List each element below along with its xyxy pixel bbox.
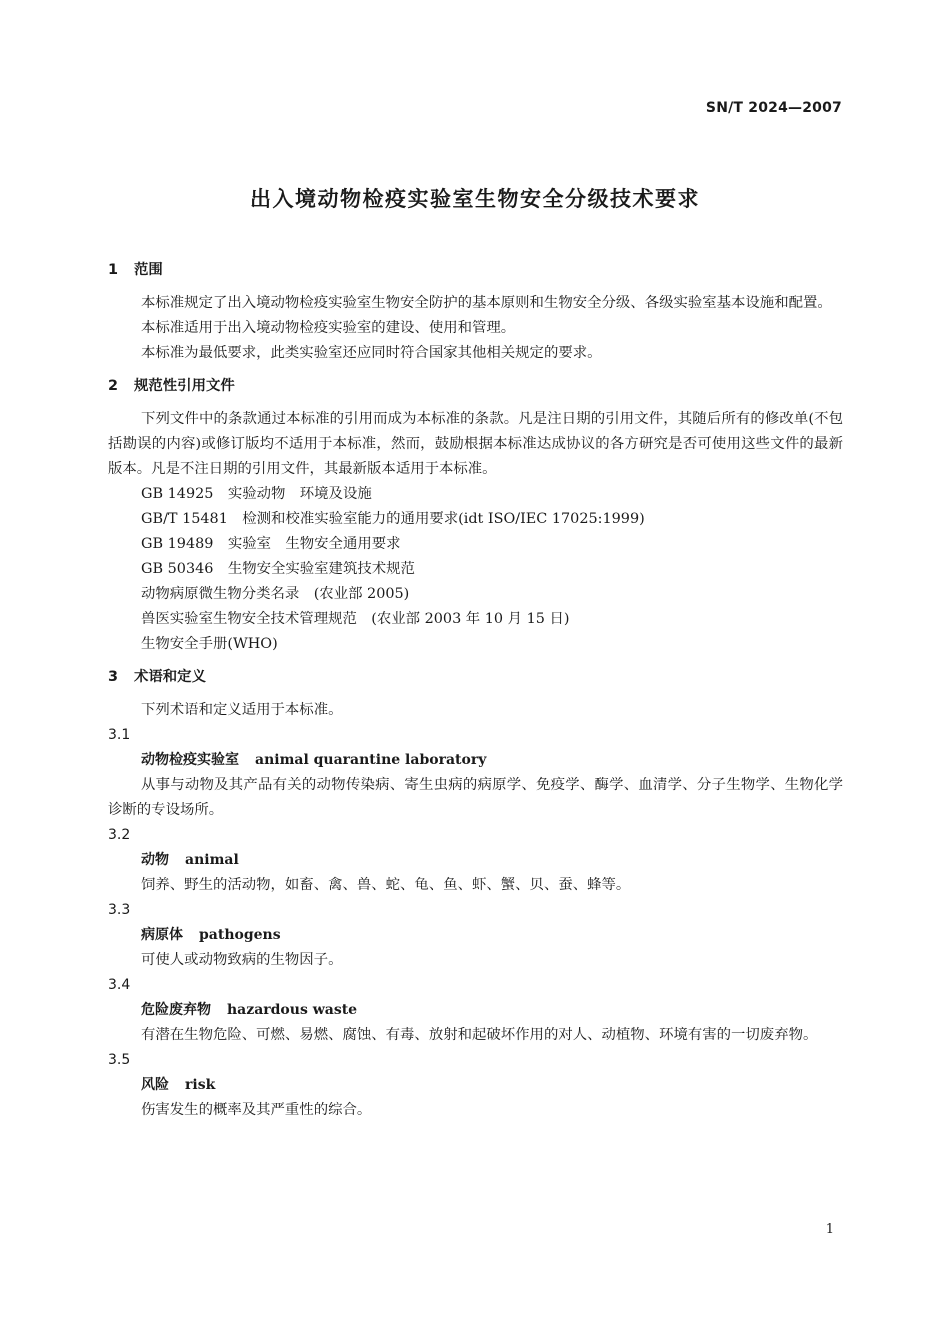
section-2-heading <box>108 374 843 399</box>
term-en: risk <box>185 1077 216 1093</box>
term-en: pathogens <box>199 927 281 943</box>
term-number: 3.1 <box>108 727 131 743</box>
document-title: 出入境动物检疫实验室生物安全分级技术要求 <box>250 187 700 211</box>
term-heading <box>108 1073 843 1098</box>
term-heading <box>108 998 843 1023</box>
paragraph: 下列术语和定义适用于本标准。 <box>141 702 343 718</box>
term-heading <box>108 848 843 873</box>
term-number: 3.3 <box>108 902 131 918</box>
section-title: 规范性引用文件 <box>134 378 235 394</box>
section-number: 1 <box>108 262 119 278</box>
term-zh: 动物 <box>141 852 169 868</box>
standard-number: SN/T 2024—2007 <box>705 100 842 116</box>
term-heading <box>108 748 843 773</box>
paragraph: 本标准适用于出入境动物检疫实验室的建设、使用和管理。 <box>141 320 516 336</box>
reference-item: 生物安全手册(WHO) <box>141 636 278 652</box>
term-zh: 危险废弃物 <box>141 1002 211 1018</box>
term-number: 3.4 <box>108 977 131 993</box>
term-definition: 伤害发生的概率及其严重性的综合。 <box>141 1102 372 1118</box>
reference-item: GB 19489 实验室 生物安全通用要求 <box>141 536 401 552</box>
term-en: animal <box>185 852 239 868</box>
section-title: 范围 <box>134 262 163 278</box>
section-title: 术语和定义 <box>134 669 206 685</box>
term-en: animal quarantine laboratory <box>255 752 487 768</box>
term-definition: 有潜在生物危险、可燃、易燃、腐蚀、有毒、放射和起破坏作用的对人、动植物、环境有害的一切废弃物。 <box>141 1027 818 1043</box>
section-1-heading <box>108 258 843 283</box>
term-zh: 病原体 <box>141 927 183 943</box>
reference-item: 兽医实验室生物安全技术管理规范 (农业部 2003 年 10 月 15 日) <box>141 611 570 627</box>
section-3-heading <box>108 665 843 690</box>
reference-item: GB/T 15481 检测和校准实验室能力的通用要求(idt ISO/IEC 17025:1999) <box>141 511 645 527</box>
term-number: 3.5 <box>108 1052 131 1068</box>
term-en: hazardous waste <box>227 1002 358 1018</box>
term-zh: 风险 <box>141 1077 169 1093</box>
term-definition: 饲养、野生的活动物，如畜、禽、兽、蛇、龟、鱼、虾、蟹、贝、蚕、蜂等。 <box>141 877 631 893</box>
term-definition: 可使人或动物致病的生物因子。 <box>141 952 343 968</box>
reference-item: GB 14925 实验动物 环境及设施 <box>141 486 372 502</box>
paragraph: 本标准规定了出入境动物检疫实验室生物安全防护的基本原则和生物安全分级、各级实验室基本设施和配置。 <box>141 295 832 311</box>
section-number: 2 <box>108 378 119 394</box>
reference-item: 动物病原微生物分类名录 (农业部 2005) <box>141 586 410 602</box>
paragraph: 下列文件中的条款通过本标准的引用而成为本标准的条款。凡是注日期的引用文件，其随后所有的修改单(不包括勘误的内容)或修订版均不适用于本标准，然而，鼓励根据本标准达成协议的各方研究是否可使用这些文件的最新版本。凡是不注日期的引用文件，其最新版本适用于本标准。 <box>108 411 843 477</box>
section-number: 3 <box>108 669 119 685</box>
term-zh: 动物检疫实验室 <box>141 752 239 768</box>
term-definition: 从事与动物及其产品有关的动物传染病、寄生虫病的病原学、免疫学、酶学、血清学、分子生物学、生物化学诊断的专设场所。 <box>108 777 843 818</box>
reference-item: GB 50346 生物安全实验室建筑技术规范 <box>141 561 415 577</box>
document-body <box>108 258 843 1123</box>
paragraph: 本标准为最低要求，此类实验室还应同时符合国家其他相关规定的要求。 <box>141 345 602 361</box>
page-number: 1 <box>825 1222 834 1237</box>
term-number: 3.2 <box>108 827 131 843</box>
term-heading <box>108 923 843 948</box>
